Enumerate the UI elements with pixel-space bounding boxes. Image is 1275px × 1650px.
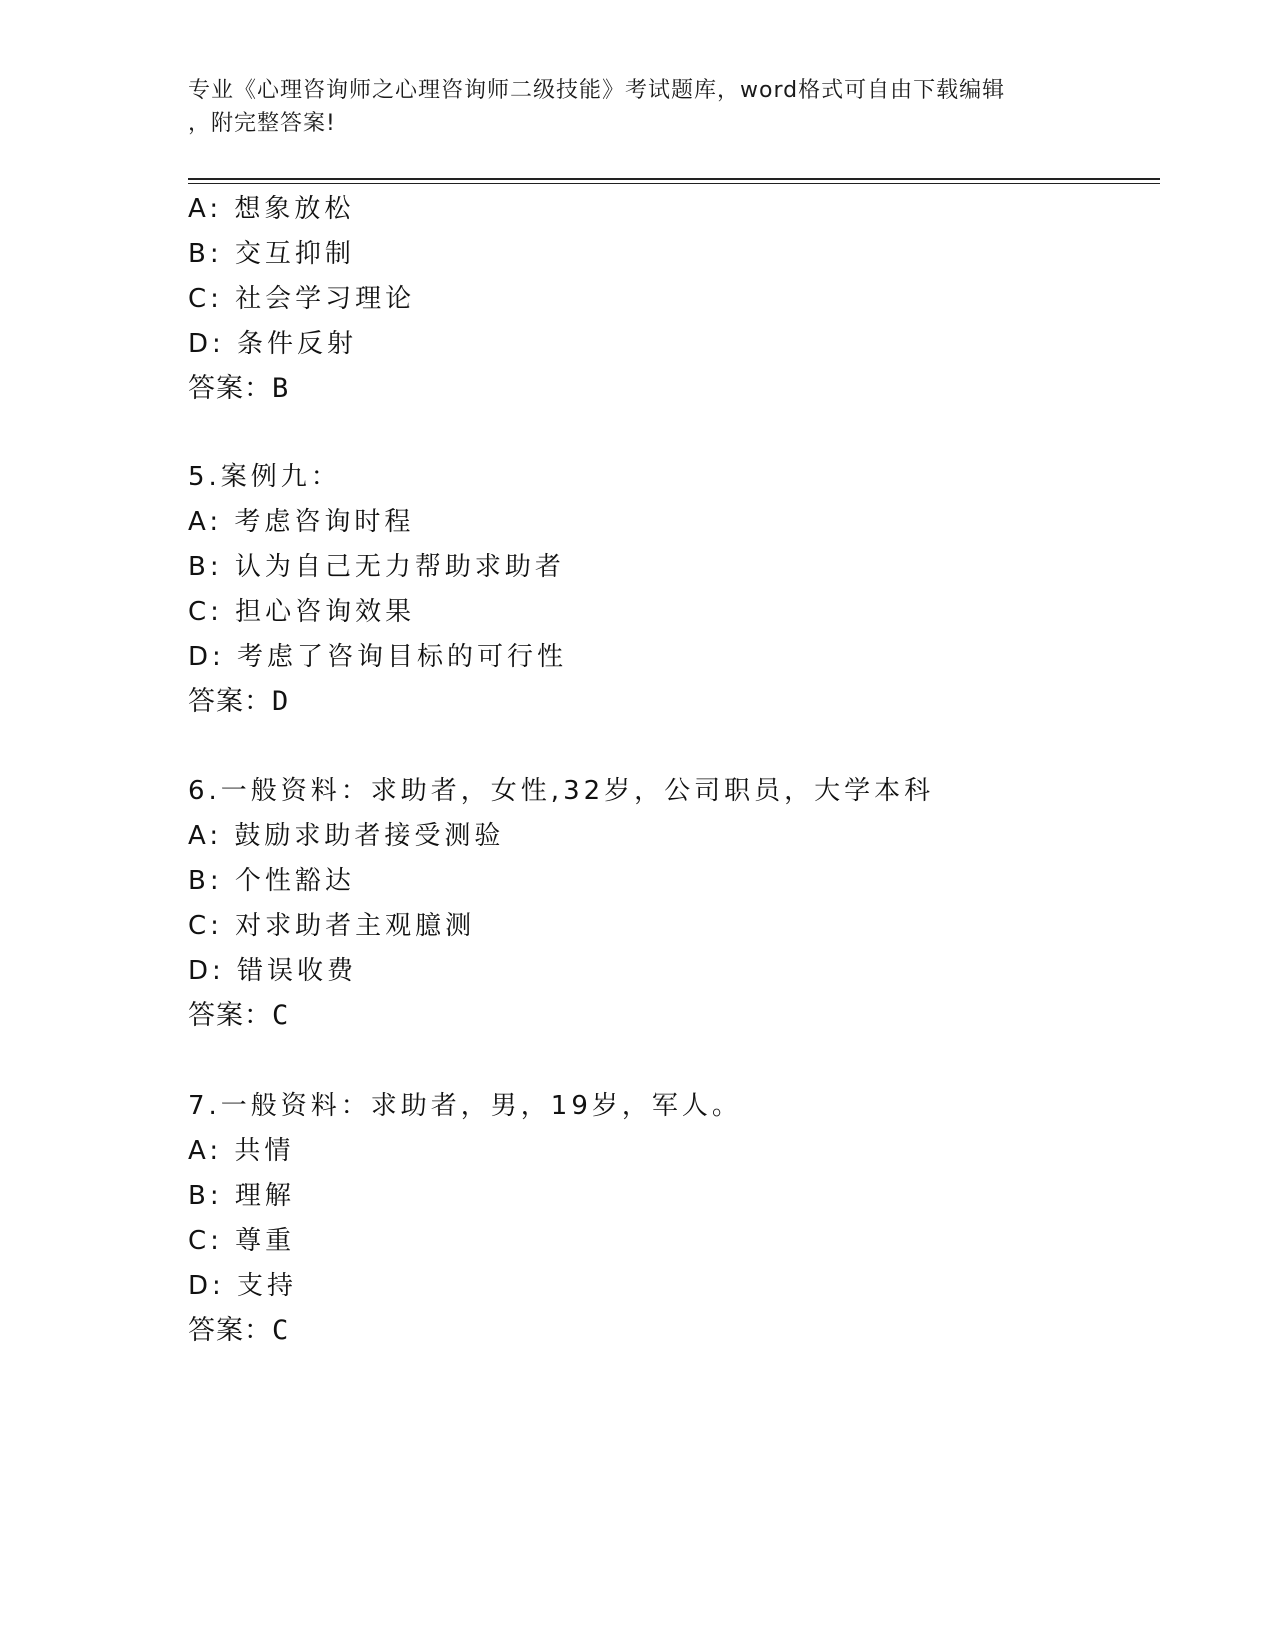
q6-option-b: B: 个性豁达	[188, 866, 355, 896]
header-divider-thin	[188, 183, 1160, 184]
q6-option-d: D: 错误收费	[188, 956, 358, 986]
header-line-1: 专业《心理咨询师之心理咨询师二级技能》考试题库，word格式可自由下载编辑	[188, 78, 1006, 103]
q4-answer	[188, 372, 289, 406]
header-divider	[188, 178, 1160, 180]
q7-option-b: B: 理解	[188, 1181, 295, 1211]
q7-option-a: A: 共情	[188, 1136, 295, 1166]
document-header	[188, 74, 1088, 140]
q7-question: 7.一般资料：求助者，男，19岁，军人。	[188, 1091, 742, 1121]
q6-question: 6.一般资料：求助者，女性,32岁，公司职员，大学本科	[188, 776, 935, 806]
answer-label: 答案：	[188, 1315, 272, 1346]
q6-option-a: A: 鼓励求助者接受测验	[188, 821, 505, 851]
q5-option-c: C: 担心咨询效果	[188, 597, 416, 627]
q4-option-b: B: 交互抑制	[188, 239, 355, 269]
answer-value: C	[272, 1315, 290, 1346]
header-line-2: ，附完整答案!	[188, 111, 336, 136]
q7-answer	[188, 1314, 289, 1348]
q6-answer	[188, 999, 289, 1033]
q5-option-d: D: 考虑了咨询目标的可行性	[188, 642, 568, 672]
q4-option-c: C: 社会学习理论	[188, 284, 416, 314]
q4-option-a: A: 想象放松	[188, 194, 355, 224]
q7-option-d: D: 支持	[188, 1271, 298, 1301]
q5-answer	[188, 685, 289, 719]
answer-label: 答案：	[188, 686, 272, 717]
q5-question: 5.案例九：	[188, 462, 341, 492]
q4-option-d: D: 条件反射	[188, 329, 358, 359]
answer-label: 答案：	[188, 373, 272, 404]
answer-value: D	[272, 686, 290, 717]
answer-label: 答案：	[188, 1000, 272, 1031]
answer-value: B	[272, 373, 290, 404]
q6-option-c: C: 对求助者主观臆测	[188, 911, 476, 941]
q7-option-c: C: 尊重	[188, 1226, 296, 1256]
q5-option-b: B: 认为自己无力帮助求助者	[188, 552, 565, 582]
answer-value: C	[272, 1000, 290, 1031]
q5-option-a: A: 考虑咨询时程	[188, 507, 415, 537]
